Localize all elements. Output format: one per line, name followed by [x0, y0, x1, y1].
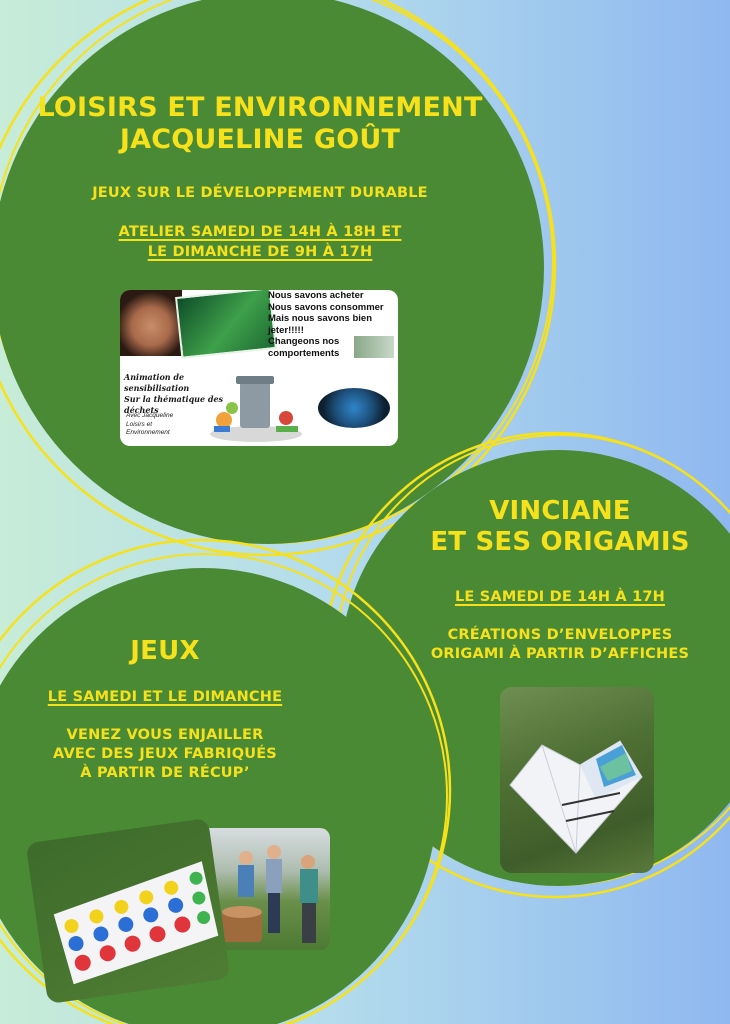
jeux-title: JEUX — [130, 636, 200, 666]
flyer-text-line6: comportements — [268, 347, 340, 359]
flyer-text-line2: Nous savons consommer — [268, 301, 384, 313]
jeux-schedule: LE SAMEDI ET LE DIMANCHE — [47, 689, 283, 705]
flyer-earth-banner — [175, 290, 277, 359]
flyer-trash-illustration — [206, 360, 306, 444]
origami-heart-illustration — [500, 687, 654, 873]
flyer-script-line2: Sur la thématique des déchets — [124, 394, 224, 415]
games-twister-photo — [26, 818, 231, 1004]
loisirs-title-line1: LOISIRS ET ENVIRONNEMENT — [37, 92, 483, 123]
vinciane-schedule: LE SAMEDI DE 14H À 17H — [454, 589, 665, 605]
flyer-script-line1: Animation de sensibilisation — [124, 372, 190, 393]
loisirs-schedule-line2: LE DIMANCHE DE 9H À 17H — [147, 243, 373, 260]
flyer-earth-in-hands — [318, 388, 390, 428]
loisirs-schedule — [40, 223, 480, 262]
flyer-text-line1: Nous savons acheter — [268, 290, 364, 301]
vinciane-title-line2: ET SES ORIGAMIS — [430, 527, 690, 558]
flyer-text-line5: Changeons nos — [268, 336, 340, 348]
circle-top — [0, 0, 544, 544]
vinciane-desc-line1: CRÉATIONS D’ENVELOPPES — [447, 627, 673, 643]
jeux-description — [20, 726, 310, 783]
flyer-credit-line2: Loisirs et — [126, 420, 153, 428]
flyer-text-line4: jeter!!!!! — [268, 324, 304, 336]
flyer-credit-line3: Environnement — [126, 429, 170, 436]
loisirs-flyer-image — [120, 290, 398, 446]
jeux-desc-line1: VENEZ VOUS ENJAILLER — [66, 727, 264, 743]
jeux-desc-line2: AVEC DES JEUX FABRIQUÉS — [53, 745, 277, 762]
origami-photo — [500, 687, 654, 873]
vinciane-title — [395, 496, 725, 558]
jeux-desc-line3: À PARTIR DE RÉCUP’ — [80, 764, 250, 781]
vinciane-title-line1: VINCIANE — [489, 496, 631, 526]
flyer-credit-line1: Avec Jacqueline — [126, 412, 174, 419]
flyer-text-line3: Mais nous savons bien — [268, 313, 372, 325]
loisirs-schedule-line1: ATELIER SAMEDI DE 14H À 18H ET — [118, 224, 402, 240]
flyer-face-photo — [120, 290, 182, 356]
loisirs-subtitle: JEUX SUR LE DÉVELOPPEMENT DURABLE — [92, 185, 428, 201]
loisirs-title — [30, 92, 490, 157]
flyer-small-photo — [354, 336, 394, 358]
flyer-credit — [126, 412, 206, 438]
vinciane-desc-line2: ORIGAMI À PARTIR D’AFFICHES — [430, 645, 690, 662]
twister-mat-illustration — [26, 818, 231, 1004]
vinciane-description — [395, 626, 725, 664]
loisirs-title-line2: JACQUELINE GOÛT — [119, 124, 401, 156]
